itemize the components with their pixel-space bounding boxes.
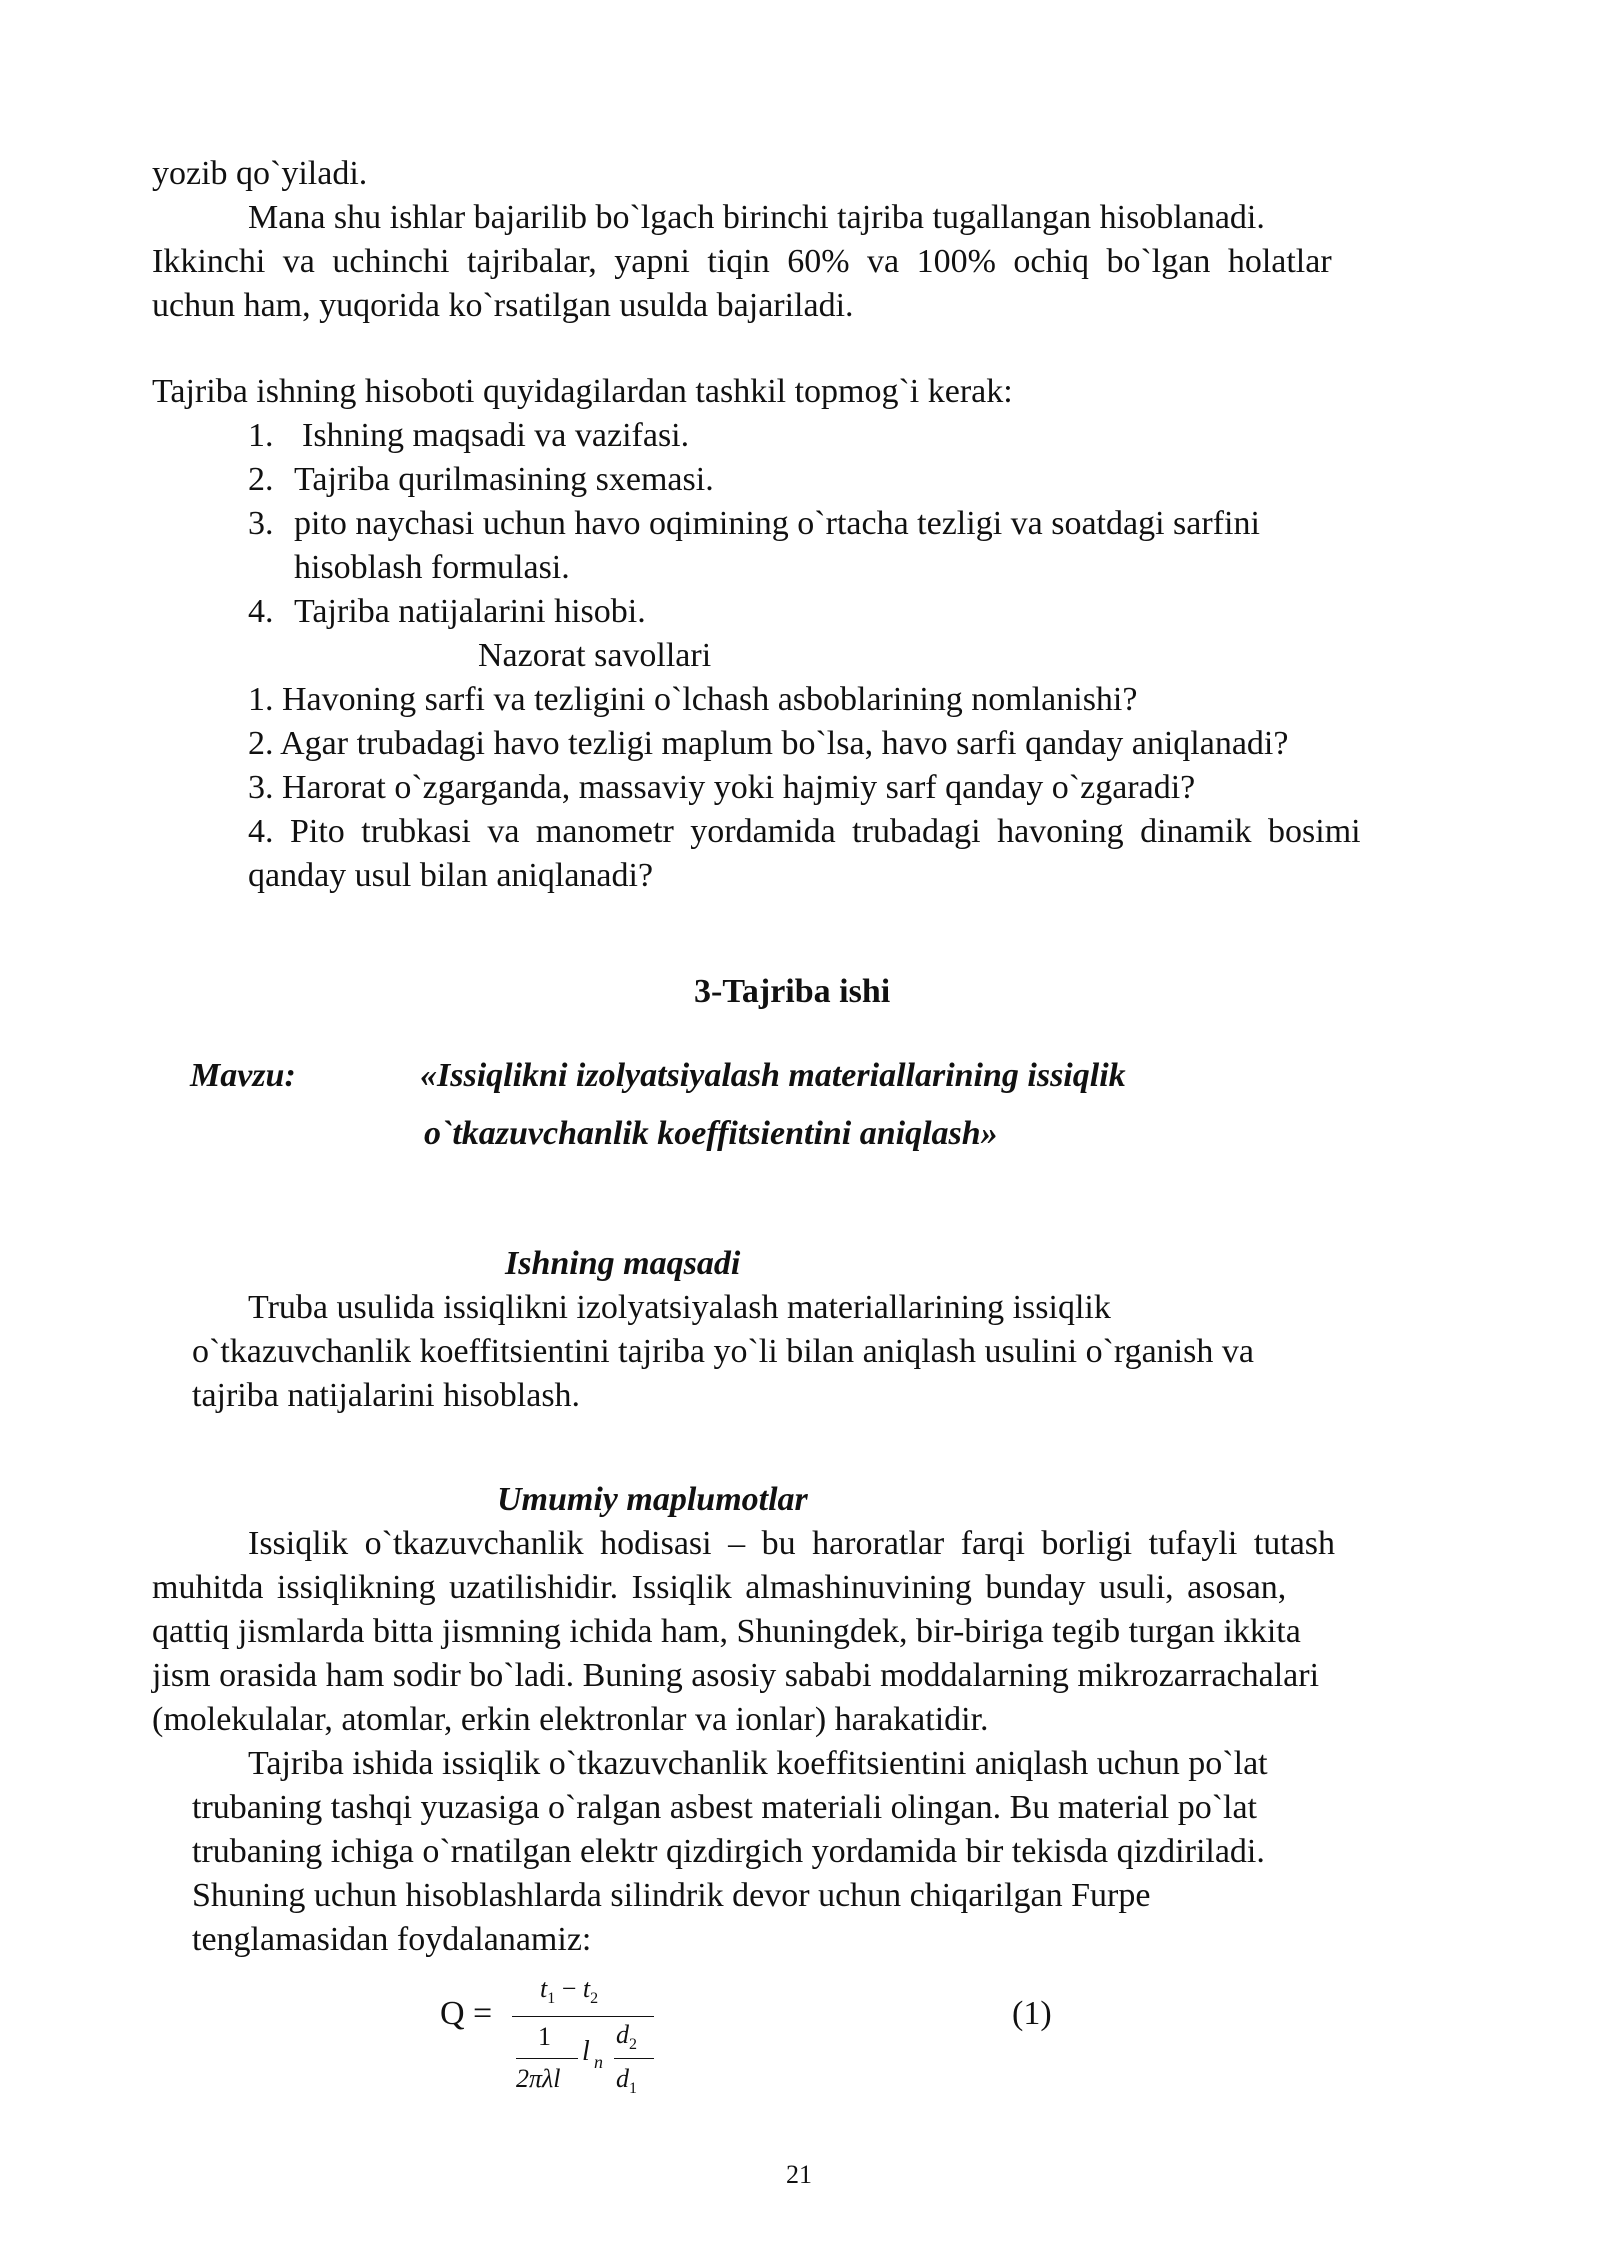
report-item-text: pito naychasi uchun havo oqimining o`rtacha tezligi va soatdagi sarfini — [294, 505, 1260, 542]
aim-paragraph — [192, 1286, 1254, 1418]
report-item — [248, 502, 1260, 546]
report-item-continuation: hisoblash formulasi. — [294, 549, 570, 586]
formula-den-one: 1 — [538, 2022, 551, 2051]
general-info-paragraph — [152, 1522, 1452, 1742]
aim-line: Truba usulida issiqlikni izolyatsiyalash materiallarining issiqlik — [248, 1289, 1111, 1326]
general-info-heading: Umumiy maplumotlar — [497, 1481, 808, 1518]
formula-lhs: Q = — [440, 1995, 493, 2032]
question-line: qanday usul bilan aniqlanadi? — [248, 857, 654, 894]
aim-line: tajriba natijalarini hisoblash. — [192, 1377, 581, 1414]
report-intro: Tajriba ishning hisoboti quyidagilardan tashkil topmog`i kerak: — [152, 373, 1013, 410]
question-item: 1. Havoning sarfi va tezligini o`lchash asboblarining nomlanishi? — [248, 681, 1138, 718]
paragraph-1 — [152, 196, 1452, 328]
report-item-number: 1. — [248, 417, 274, 454]
paragraph-1-line: Ikkinchi va uchinchi tajribalar, yapni tiqin 60% va 100% ochiq bo`lgan holatlar — [152, 243, 1332, 280]
experiment-line: Tajriba ishida issiqlik o`tkazuvchanlik koeffitsientini aniqlash uchun po`lat — [248, 1745, 1268, 1782]
work-title: 3-Tajriba ishi — [694, 973, 891, 1010]
report-item-number: 4. — [248, 593, 274, 630]
formula-ln-l: l — [582, 2036, 590, 2067]
general-line: (molekulalar, atomlar, erkin elektronlar va ionlar) harakatidir. — [152, 1701, 989, 1738]
control-questions-title: Nazorat savollari — [478, 637, 712, 674]
formula-d1: $d_1$ — [616, 2064, 637, 2097]
general-line: qattiq jismlarda bitta jismning ichida ham, Shuningdek, bir-biriga tegib turgan ikkita — [152, 1613, 1301, 1650]
general-line: jism orasida ham sodir bo`ladi. Buning asosiy sababi moddalarning mikrozarrachalari — [152, 1657, 1320, 1694]
formula-numerator: $t_1 - t_2$ — [540, 1974, 599, 2007]
aim-heading: Ishning maqsadi — [505, 1245, 741, 1282]
question-line: 4. Pito trubkasi va manometr yordamida trubadagi havoning dinamik bosimi — [248, 813, 1361, 850]
report-item-text: Ishning maqsadi va vazifasi. — [302, 417, 690, 454]
report-item-number: 2. — [248, 461, 274, 498]
question-item: 2. Agar trubadagi havo tezligi maplum bo`lsa, havo sarfi qanday aniqlanadi? — [248, 725, 1289, 762]
question-item: 3. Harorat o`zgarganda, massaviy yoki hajmiy sarf qanday o`zgaradi? — [248, 769, 1196, 806]
formula-den-2pilambdal: 2πλl — [516, 2064, 561, 2093]
experiment-line: tenglamasidan foydalanamiz: — [192, 1921, 592, 1958]
report-item — [248, 590, 646, 634]
topic-line: «Issiqlikni izolyatsiyalash materiallarining issiqlik — [420, 1057, 1126, 1094]
general-line: Issiqlik o`tkazuvchanlik hodisasi – bu haroratlar farqi borligi tufayli tutash — [248, 1525, 1336, 1562]
top-line: yozib qo`yiladi. — [152, 155, 368, 192]
topic-label: Mavzu: — [190, 1057, 296, 1094]
general-line: muhitda issiqlikning uzatilishidir. Issiqlik almashinuvining bunday usuli, asosan, — [152, 1569, 1287, 1606]
formula-d2: $d_2$ — [616, 2020, 637, 2053]
paragraph-1-line: uchun ham, yuqorida ko`rsatilgan usulda bajariladi. — [152, 287, 854, 324]
question-item-4 — [248, 810, 1452, 898]
topic-line: o`tkazuvchanlik koeffitsientini aniqlash» — [424, 1115, 998, 1152]
formula-main-fraction-bar — [512, 2016, 654, 2017]
report-item — [248, 458, 714, 502]
experiment-paragraph — [192, 1742, 1268, 1962]
question-list — [248, 678, 1288, 810]
page-number: 21 — [786, 2160, 812, 2189]
report-item-text: Tajriba qurilmasining sxemasi. — [294, 461, 714, 498]
experiment-line: Shuning uchun hisoblashlarda silindrik devor uchun chiqarilgan Furpe — [192, 1877, 1151, 1914]
aim-line: o`tkazuvchanlik koeffitsientini tajriba yo`li bilan aniqlash usulini o`rganish va — [192, 1333, 1254, 1370]
equation-number: (1) — [1012, 1995, 1052, 2032]
paragraph-1-line: Mana shu ishlar bajarilib bo`lgach birinchi tajriba tugallangan hisoblanadi. — [248, 199, 1265, 236]
report-item-number: 3. — [248, 505, 274, 542]
experiment-line: trubaning tashqi yuzasiga o`ralgan asbest materiali olingan. Bu material po`lat — [192, 1789, 1258, 1826]
formula-inner-fraction-bar — [516, 2058, 578, 2059]
formula-ln-n: n — [594, 2052, 603, 2072]
formula-d-fraction-bar — [614, 2058, 654, 2059]
report-item — [248, 414, 689, 458]
experiment-line: trubaning ichiga o`rnatilgan elektr qizdirgich yordamida bir tekisda qizdiriladi. — [192, 1833, 1265, 1870]
report-item-text: Tajriba natijalarini hisobi. — [294, 593, 646, 630]
